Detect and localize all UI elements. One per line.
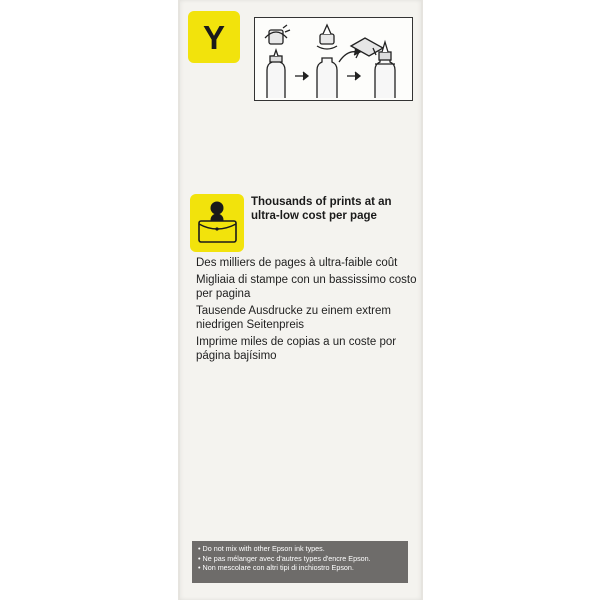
translation-line: Des milliers de pages à ultra-faible coût (196, 257, 398, 269)
bottle-fill-instructions-icon (254, 17, 413, 101)
translations-list (196, 256, 420, 366)
translation-french (196, 256, 420, 270)
box-left-edge (178, 0, 180, 600)
warning-line: • Do not mix with other Epson ink types. (198, 544, 325, 553)
color-letter: Y (202, 18, 225, 56)
coin-wallet-drawing (190, 194, 244, 252)
translation-line: per pagina (196, 288, 251, 300)
warning-line: • Non mescolare con altri tipi di inchiostro Epson. (198, 563, 354, 572)
translation-line: Imprime miles de copias a un coste por (196, 336, 397, 348)
translation-line: página bajísimo (196, 350, 277, 362)
yellow-color-badge (188, 11, 240, 63)
headline-line: ultra-low cost per page (251, 210, 377, 222)
translation-line: Migliaia di stampe con un bassissimo costo (196, 274, 417, 286)
headline-line: Thousands of prints at an (251, 196, 392, 208)
translation-spanish (196, 335, 420, 363)
translation-line: Tausende Ausdrucke zu einem extrem (196, 305, 391, 317)
translation-line: niedrigen Seitenpreis (196, 319, 305, 331)
feature-headline (251, 195, 421, 223)
box-right-edge (421, 0, 423, 600)
translation-italian (196, 273, 420, 301)
translation-german (196, 304, 420, 332)
warning-box (192, 541, 408, 583)
warning-line: • Ne pas mélanger avec d'autres types d'encre Epson. (198, 553, 371, 563)
coin-wallet-icon (190, 194, 244, 252)
diagram-drawing (255, 18, 411, 99)
